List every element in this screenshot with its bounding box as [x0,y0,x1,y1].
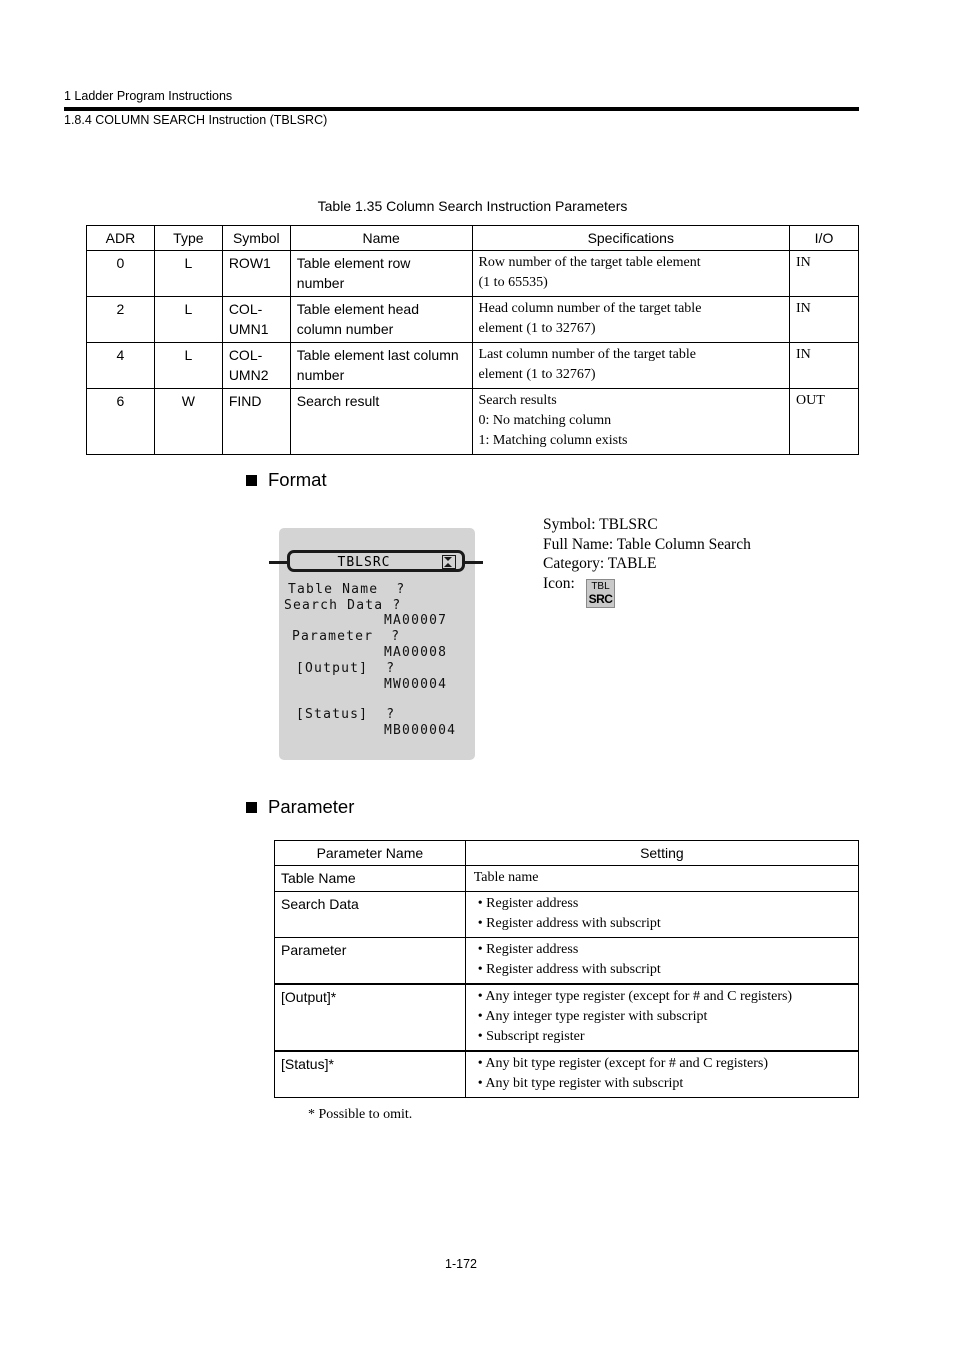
cell-line: Head column number of the target table [478,301,702,316]
table-row [275,892,859,938]
cell-spec [472,297,790,343]
cell-spec [472,389,790,455]
footnote: * Possible to omit. [308,1107,413,1122]
header-setting: Setting [465,841,858,866]
cell-io: OUT [790,389,859,455]
cell-spec [472,343,790,389]
cell-line: ROW1 [228,255,271,271]
info-icon-label: Icon: [543,575,575,593]
cell-adr: 6 [87,389,155,455]
cell-line: number [296,275,345,291]
cell-line: Last column number of the target table [478,347,696,362]
header-name: Name [290,226,472,251]
cell-parameter-name: Parameter [275,938,466,985]
tblsrc-icon [586,579,615,608]
block-line: MA00007 [384,613,448,628]
cell-name [290,297,472,343]
cell-line: number [296,367,345,383]
cell-line: Search result [296,393,380,409]
cell-line: • Any integer type register with subscript [477,1009,708,1024]
parameter-setting-table [274,840,859,1098]
header-type: Type [154,226,222,251]
cell-line: • Register address [477,896,579,911]
format-heading-text: Format [268,469,327,490]
cell-name [290,251,472,297]
cell-line: element (1 to 32767) [478,321,596,336]
cell-name [290,389,472,455]
cell-line: COL- [228,301,263,317]
cell-line: • Register address with subscript [477,962,661,977]
block-line: MW00004 [384,677,448,692]
parameter-heading-text: Parameter [268,796,355,817]
cell-symbol [222,297,290,343]
cell-symbol [222,389,290,455]
cell-line: • Register address with subscript [477,916,661,931]
cell-line: • Any bit type register (except for # and C registers) [477,1056,768,1071]
table-row [87,343,859,389]
block-line: [Output] ? [296,661,396,676]
cell-setting [465,892,858,938]
header-symbol: Symbol [222,226,290,251]
block-line: Search Data ? [284,598,402,613]
cell-name [290,343,472,389]
function-block-title-bar [287,550,465,572]
icon-text-top: TBL [591,581,610,592]
cell-io: IN [790,343,859,389]
cell-symbol [222,343,290,389]
table-row [275,938,859,985]
table-row [87,297,859,343]
cell-adr: 2 [87,297,155,343]
cell-line: FIND [228,393,262,409]
cell-adr: 4 [87,343,155,389]
instruction-parameter-table [86,225,859,455]
cell-line: Row number of the target table element [478,255,701,270]
info-symbol: Symbol: TBLSRC [543,516,658,533]
cell-parameter-name: [Output]* [275,984,466,1051]
page-number: 1-172 [445,1257,477,1271]
cell-io: IN [790,251,859,297]
cell-line: UMN1 [228,321,269,337]
cell-line: • Any integer type register (except for # and C registers) [477,989,793,1004]
table-row [275,1051,859,1098]
table-header-row [275,841,859,866]
table-row [275,984,859,1051]
icon-text-bottom: SRC [588,592,613,606]
cell-type: W [154,389,222,455]
output-lead-line [463,561,483,564]
cell-line: Table name [473,870,539,885]
header-io: I/O [790,226,859,251]
cell-symbol [222,251,290,297]
block-line: Table Name ? [288,582,406,597]
section-header: 1.8.4 COLUMN SEARCH Instruction (TBLSRC) [64,113,328,127]
square-bullet-icon [246,802,257,813]
cell-parameter-name: [Status]* [275,1051,466,1098]
cell-parameter-name: Search Data [275,892,466,938]
cell-line: Table element head [296,301,419,317]
function-block-diagram [269,528,485,760]
cell-line: 1: Matching column exists [478,433,628,448]
table-row [87,389,859,455]
cell-line: (1 to 65535) [478,275,548,290]
cell-setting [465,866,858,892]
cell-line: • Register address [477,942,579,957]
header-adr: ADR [87,226,155,251]
hourglass-icon [442,555,456,569]
chapter-header: 1 Ladder Program Instructions [64,89,233,103]
cell-spec [472,251,790,297]
info-category: Category: TABLE [543,555,657,573]
square-bullet-icon [246,475,257,486]
cell-line: Table element last column [296,347,459,363]
table-row [275,866,859,892]
table-header-row [87,226,859,251]
cell-line: UMN2 [228,367,269,383]
block-line: MA00008 [384,645,448,660]
cell-adr: 0 [87,251,155,297]
instruction-info [543,515,751,594]
input-lead-line [269,561,289,564]
table-caption: Table 1.35 Column Search Instruction Parameters [317,198,628,214]
cell-type: L [154,343,222,389]
cell-line: Table element row [296,255,411,271]
block-line: MB000004 [384,723,457,738]
cell-line: COL- [228,347,263,363]
cell-line: Search results [478,393,557,408]
block-line: Parameter ? [292,629,401,644]
cell-type: L [154,251,222,297]
cell-line: • Any bit type register with subscript [477,1076,684,1091]
header-rule [64,107,859,111]
header-parameter-name: Parameter Name [275,841,466,866]
cell-line: 0: No matching column [478,413,612,428]
header-specifications: Specifications [472,226,790,251]
cell-setting [465,984,858,1051]
function-block-title: TBLSRC [337,555,391,570]
block-line: [Status] ? [296,707,396,722]
format-heading [246,469,327,491]
cell-io: IN [790,297,859,343]
cell-setting [465,938,858,985]
cell-line: element (1 to 32767) [478,367,596,382]
cell-parameter-name: Table Name [275,866,466,892]
cell-line: • Subscript register [477,1029,585,1044]
parameter-heading [246,796,354,818]
table-row [87,251,859,297]
cell-type: L [154,297,222,343]
cell-setting [465,1051,858,1098]
info-full-name: Full Name: Table Column Search [543,535,751,553]
cell-line: column number [296,321,394,337]
